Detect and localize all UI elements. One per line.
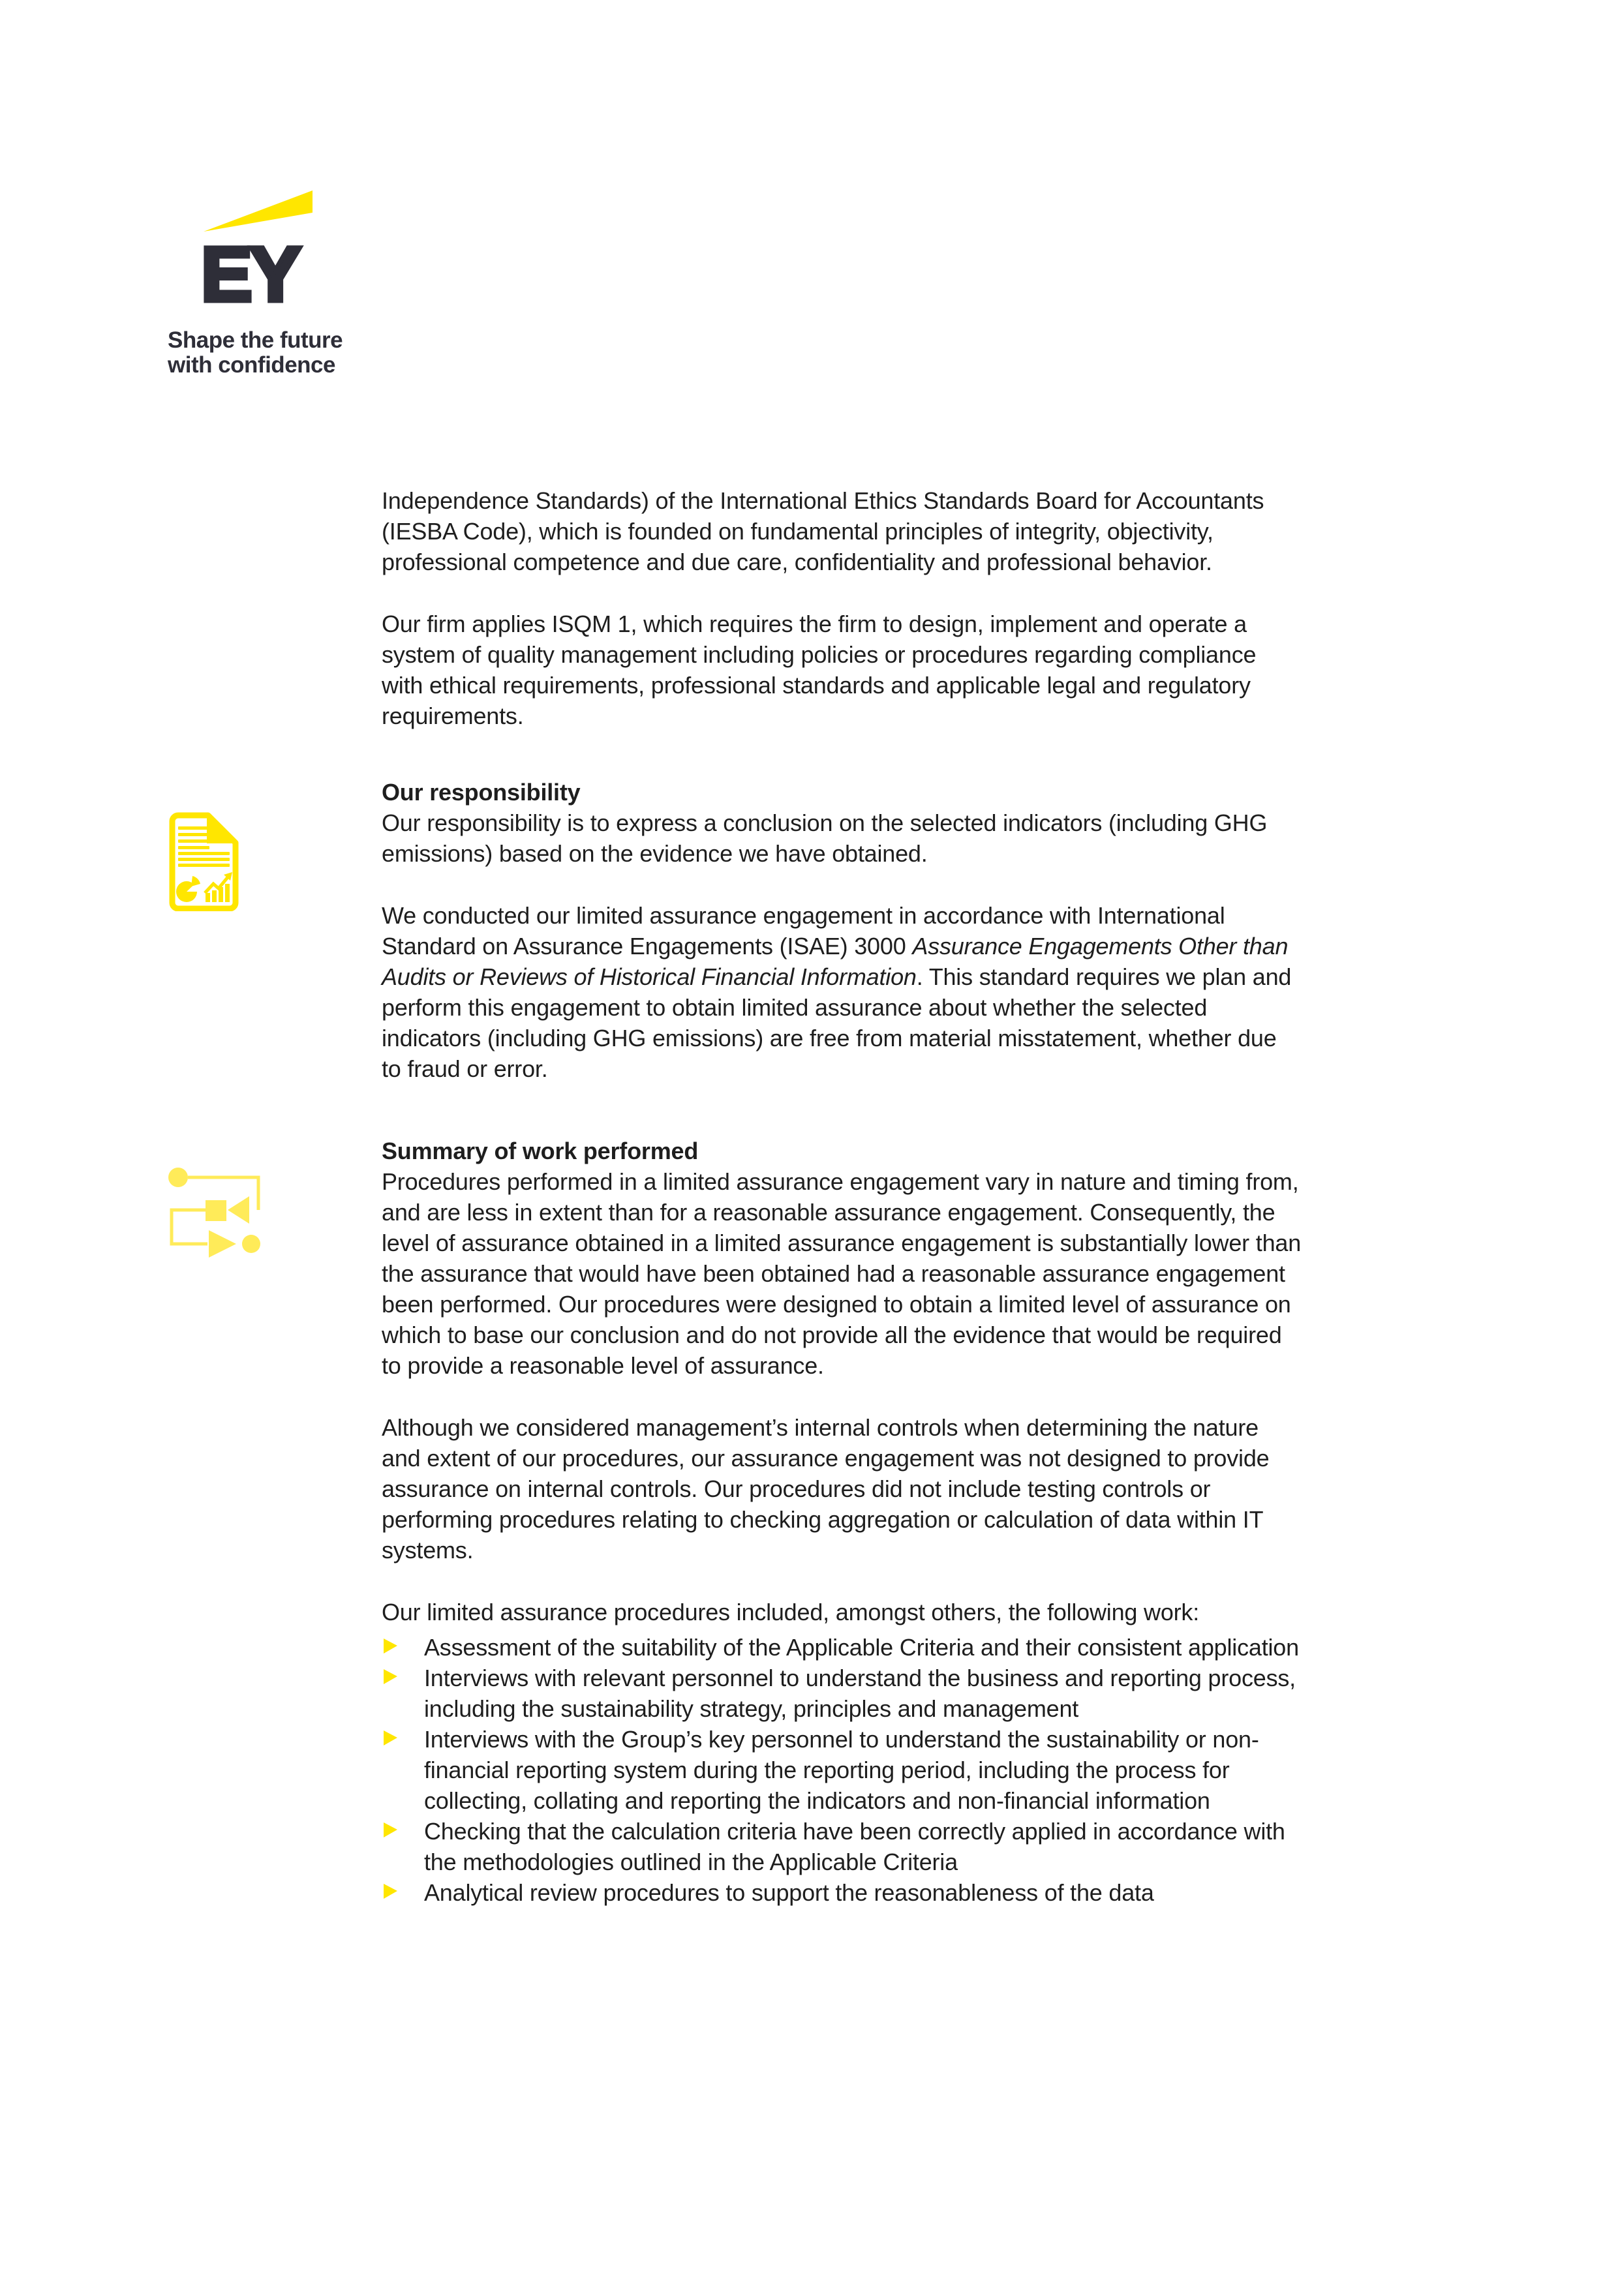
ey-logo <box>163 186 372 382</box>
work-performed-list <box>382 1632 1302 1908</box>
ey-tagline-line2: with confidence <box>168 352 335 378</box>
work-list-intro: Our limited assurance procedures included, amongst others, the following work: <box>382 1599 1200 1625</box>
list-item <box>382 1724 1302 1816</box>
summary-paragraph-2: Although we considered management’s internal controls when determining the nature and extent of our procedures, our assurance engagement was not designed to provide assurance on internal controls. Our procedures did not include testing controls or performing procedures relating to checking aggregation or calculation of data within IT systems. <box>382 1414 1270 1563</box>
intro-paragraph-2: Our firm applies ISQM 1, which requires the firm to design, implement and operate a system of quality management including policies or procedures regarding compliance with ethical requirements, professional standards and applicable legal and regulatory requirements. <box>382 611 1257 729</box>
responsibility-paragraph-2-post: . This standard requires we plan and perform this engagement to obtain limited assurance about whether the selected indicators (including GHG emissions) are free from material misstatement, whether due to fraud or error. <box>382 963 1292 1082</box>
report-document-icon <box>168 811 240 911</box>
ey-tagline <box>168 328 376 378</box>
list-item-text: Checking that the calculation criteria have been correctly applied in accordance with the methodologies outlined in the Applicable Criteria <box>424 1818 1285 1875</box>
list-item-text: Assessment of the suitability of the Applicable Criteria and their consistent application <box>424 1634 1299 1661</box>
section-heading-summary-of-work: Summary of work performed <box>382 1138 699 1164</box>
bullet-arrow-icon <box>384 1730 397 1745</box>
bullet-arrow-icon <box>384 1822 397 1837</box>
process-flow-icon <box>168 1167 263 1259</box>
list-item-text: Analytical review procedures to support the reasonableness of the data <box>424 1879 1154 1906</box>
ey-tagline-line1: Shape the future <box>168 327 343 353</box>
list-item <box>382 1663 1302 1724</box>
responsibility-paragraph-2 <box>382 900 1302 1084</box>
responsibility-paragraph-2-pre: We conducted our limited assurance engagement in accordance with International Standard on Assurance Engagements (ISAE) 3000 <box>382 902 1225 959</box>
bullet-arrow-icon <box>384 1669 397 1684</box>
standard-title-italic: Assurance Engagements Other than Audits or Reviews of Historical Financial Information <box>382 933 1289 990</box>
report-body <box>382 485 1302 1908</box>
list-item <box>382 1816 1302 1877</box>
bullet-arrow-icon <box>384 1639 397 1654</box>
bullet-arrow-icon <box>384 1884 397 1899</box>
list-item <box>382 1877 1302 1908</box>
ey-beam-icon <box>204 190 313 232</box>
list-item <box>382 1632 1302 1663</box>
list-item-text: Interviews with relevant personnel to understand the business and reporting process, including the sustainability strategy, principles and management <box>424 1665 1296 1722</box>
responsibility-paragraph-1: Our responsibility is to express a conclusion on the selected indicators (including GHG emissions) based on the evidence we have obtained. <box>382 809 1268 867</box>
list-item-text: Interviews with the Group’s key personnel to understand the sustainability or non-financial reporting system during the reporting period, including the process for collecting, collating and reporting the indicators and non-financial information <box>424 1726 1259 1814</box>
ey-wordmark <box>201 237 344 315</box>
svg-text:EY: EY <box>201 237 299 315</box>
summary-paragraph-1: Procedures performed in a limited assurance engagement vary in nature and timing from, and are less in extent than for a reasonable assurance engagement. Consequently, the level of assurance obtained in a limited assurance engagement is substantially lower than the assurance that would have been obtained had a reasonable assurance engagement been performed. Our procedures were designed to obtain a limited level of assurance on which to base our conclusion and do not provide all the evidence that would be required to provide a reasonable level of assurance. <box>382 1168 1302 1379</box>
section-heading-our-responsibility: Our responsibility <box>382 779 581 806</box>
intro-paragraph-1: Independence Standards) of the International Ethics Standards Board for Accountants (IESBA Code), which is founded on fundamental principles of integrity, objectivity, professional competence and due care, confidentiality and professional behavior. <box>382 487 1264 575</box>
